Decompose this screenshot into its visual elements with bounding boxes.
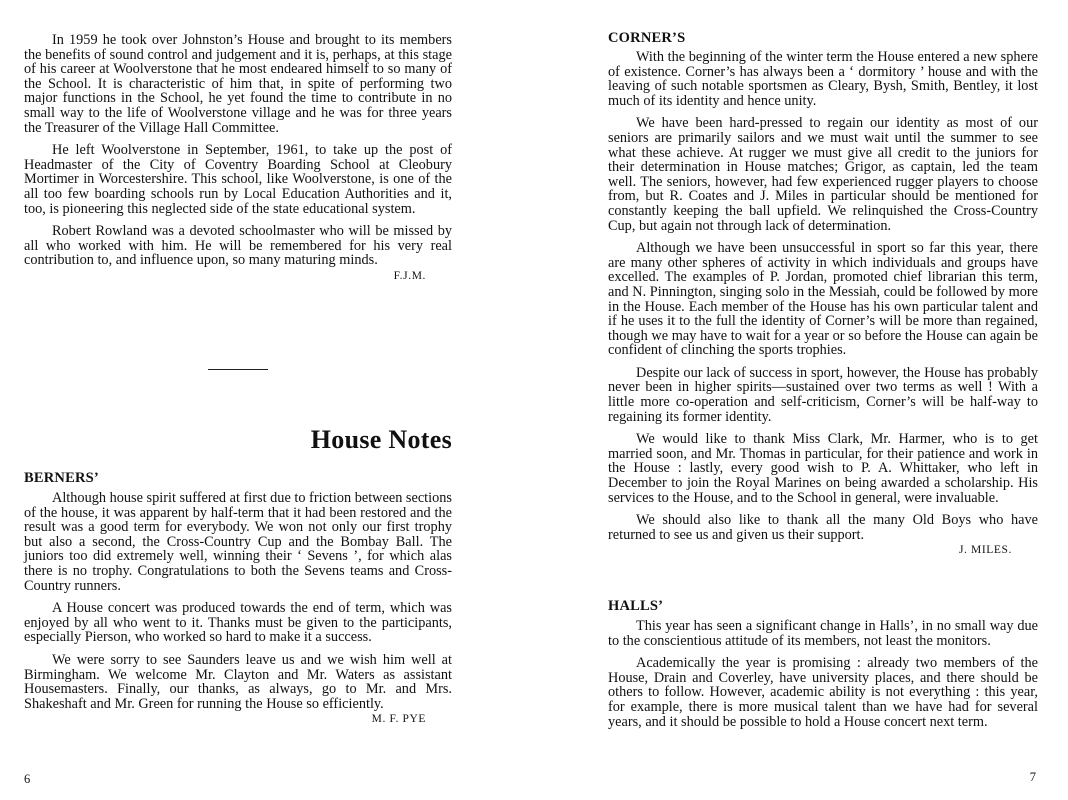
- halls-paragraph-1: This year has seen a significant change in Halls’, in no small way due to the conscientious attitude of its members, not least the monitors.: [608, 618, 1038, 649]
- corners-paragraph-3: Although we have been unsuccessful in sport so far this year, there are many other spheres of activity in which individuals and groups have excelled. The examples of P. Jordan, promoted chief librarian this term, and N. Pinnington, singing solo in the Messiah, could be followed by more in the House. Each member of the House has his own particular talent and if he uses it to the full the identity of Corner’s will be more than regained, though we may have to wait for a year or so before the House can again be confident of clinching the sports trophies.: [608, 240, 1038, 359]
- corners-section: [608, 30, 1038, 556]
- corners-signature: J. MILES.: [958, 544, 1012, 557]
- house-notes-title: House Notes: [310, 425, 452, 454]
- section-divider: [208, 369, 268, 370]
- berners-section: [24, 470, 452, 725]
- berners-heading: BERNERS’: [24, 470, 99, 486]
- berners-paragraph-2: A House concert was produced towards the end of term, which was enjoyed by all who went to it. Thanks must be given to the participants, especially Pierson, who worked so hard to make it a success.: [24, 600, 452, 646]
- obituary-paragraph-1: In 1959 he took over Johnston’s House and brought to its members the benefits of sound control and judgement and it is, perhaps, at this stage of his career at Woolverstone that he most endeared himself to so many of the School. It is characteristic of him that, in spite of performing two major functions in the School, he yet found the time to contribute in no small way to the life of Woolverstone village and he was for three years the Treasurer of the Village Hall Committee.: [24, 32, 452, 136]
- corners-paragraph-1: With the beginning of the winter term the House entered a new sphere of existence. Corner’s has always been a ‘ dormitory ’ house and with the leaving of such notable sportsmen as Cleary, Bysh, Smith, Bentley, it lost much of its identity and hence unity.: [608, 49, 1038, 109]
- berners-signature: M. F. PYE: [371, 713, 426, 726]
- left-page: [24, 0, 452, 800]
- corners-heading: CORNER’S: [608, 30, 686, 46]
- halls-paragraph-2: Academically the year is promising : already two members of the House, Drain and Coverley, have university places, and there should be others to follow. However, academic ability is not everything : this year, for example, there is more musical talent than we have had for several years, and it should be possible to hold a House concert next term.: [608, 655, 1038, 730]
- corners-paragraph-4: Despite our lack of success in sport, however, the House has probably never been in higher spirits—sustained over two terms as well ! With a little more co-operation and self-criticism, Corner’s will be half-way to regaining its former identity.: [608, 364, 1038, 425]
- obituary-paragraph-3: Robert Rowland was a devoted schoolmaster who will be missed by all who worked with him. He will be remembered for his very real contribution to, and influence upon, so many maturing minds.: [24, 223, 452, 269]
- berners-paragraph-3: We were sorry to see Saunders leave us and we wish him well at Birmingham. We welcome Mr. Clayton and Mr. Waters as assistant Housemasters. Finally, our thanks, as always, go to Mr. and Mrs. Shakeshaft and Mr. Green for running the House so efficiently.: [24, 651, 452, 712]
- obituary-signature: F.J.M.: [393, 269, 426, 282]
- page-number-right: 7: [1029, 770, 1036, 784]
- halls-section: [608, 598, 1038, 737]
- obituary-paragraph-2: He left Woolverstone in September, 1961, to take up the post of Headmaster of the City of Coventry Boarding School at Cleobury Mortimer in Worcestershire. This school, like Woolverstone, is one of the all too few boarding schools run by Local Education Authorities and it, too, is pioneering this neglected side of the state educational system.: [24, 142, 452, 217]
- right-page: [608, 0, 1038, 800]
- corners-paragraph-5: We would like to thank Miss Clark, Mr. Harmer, who is to get married soon, and Mr. Thomas in particular, for their patience and work in the House : lastly, every good wish to P. A. Whittaker, who left in December to join the Royal Marines on being awarded a scholarship. His services to the House, and to the School in general, were invaluable.: [608, 431, 1038, 506]
- obituary-continuation: [24, 33, 452, 282]
- berners-paragraph-1: Although house spirit suffered at first due to friction between sections of the house, it was apparent by half-term that it had been restored and the result was a good term for everybody. We won not only our first trophy but also a second, the Cross-Country Cup and the Bombay Ball. The juniors too did extremely well, winning their ‘ Sevens ’, for which alas there is no trophy. Congratulations to both the Sevens teams and Cross-Country runners.: [24, 490, 452, 594]
- corners-paragraph-2: We have been hard-pressed to regain our identity as most of our seniors are primarily sailors and we must wait until the summer to see what these achieve. At rugger we must give all credit to the juniors for their determination in House matches; Grigor, as captain, led the team well. The seniors, however, had few experienced rugger players to choose from, but R. Coates and J. Miles in particular should be mentioned for constantly keeping the ball upfield. We relinquished the Cross-Country Cup, but again not through lack of determination.: [608, 115, 1038, 234]
- halls-heading: HALLS’: [608, 598, 664, 614]
- corners-paragraph-6: We should also like to thank all the many Old Boys who have returned to see us and given us their support.: [608, 512, 1038, 543]
- page-number-left: 6: [24, 772, 31, 786]
